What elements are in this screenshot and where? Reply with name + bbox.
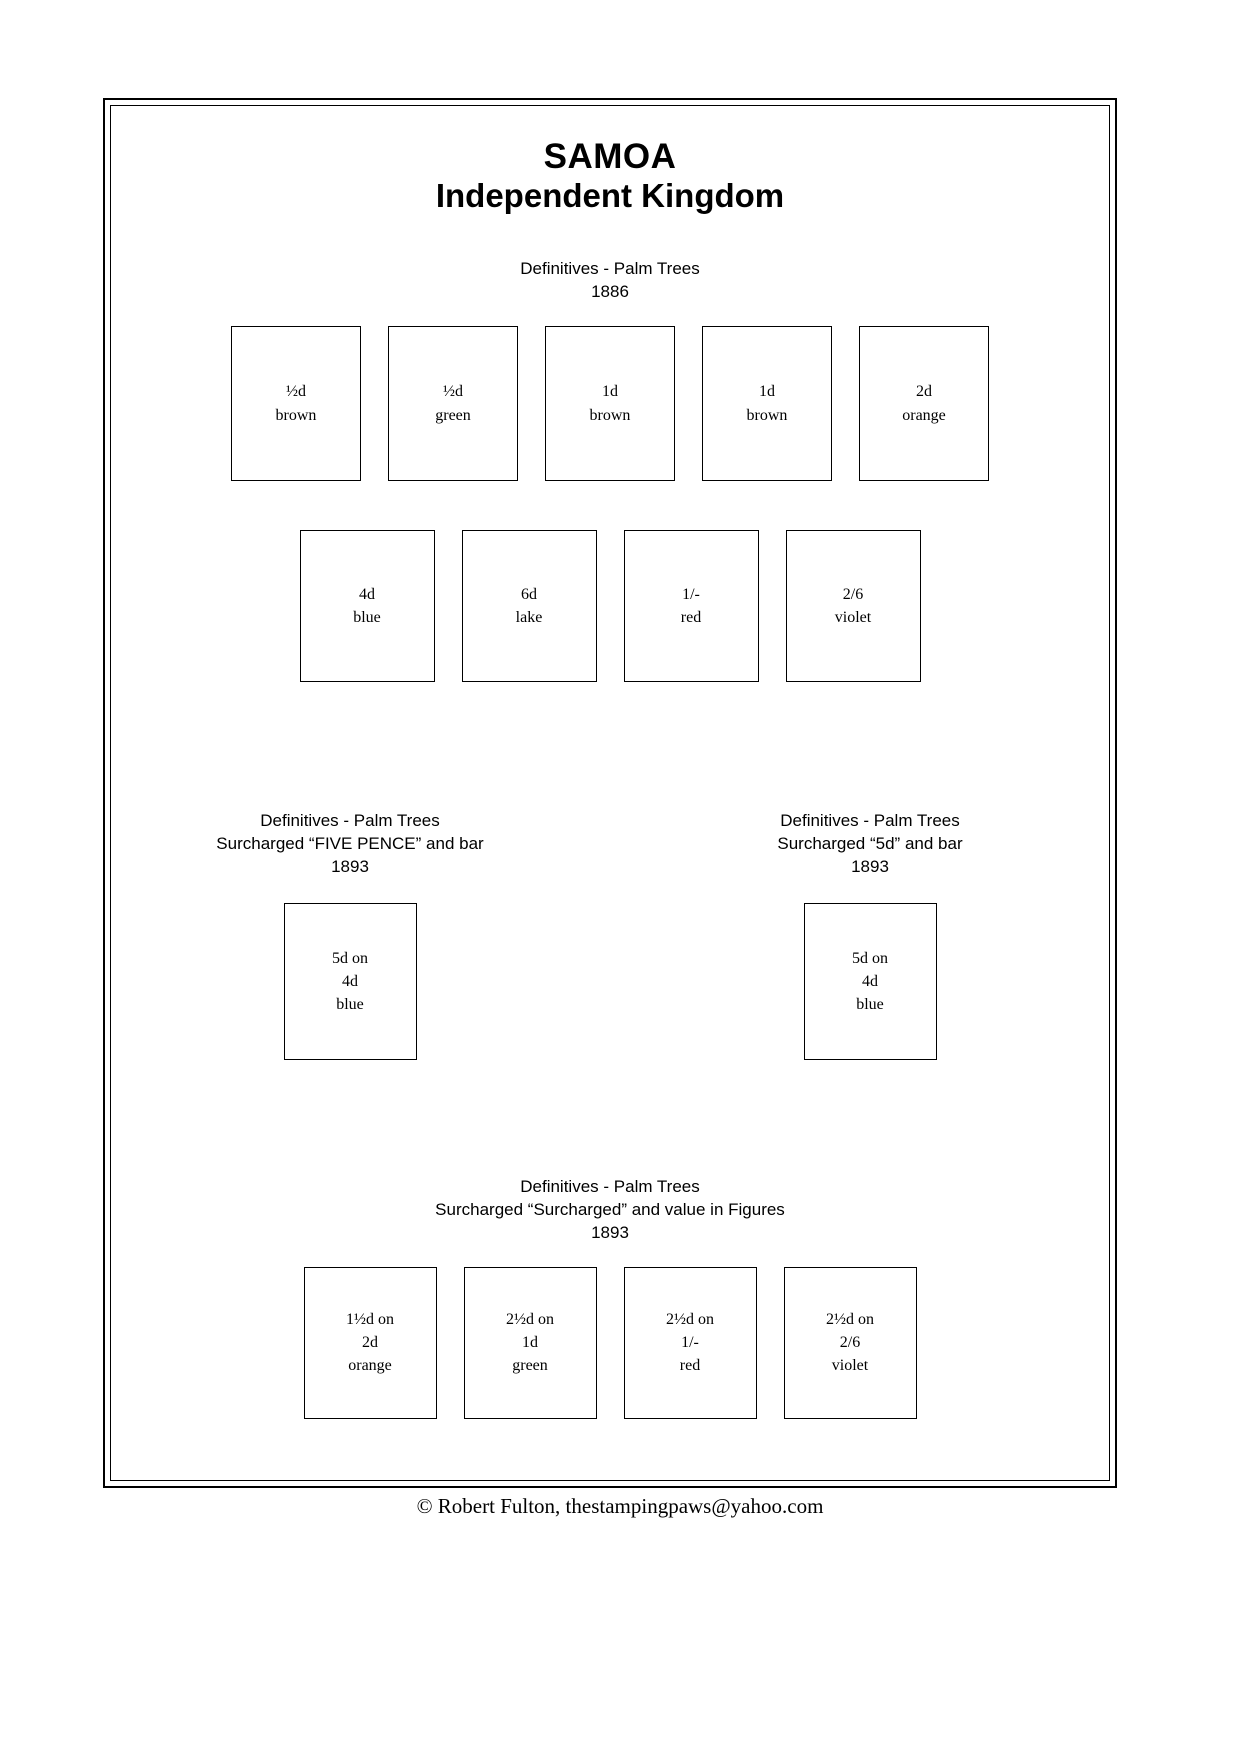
- stamp-line: 1½d on: [346, 1310, 394, 1328]
- stamp-line: brown: [275, 406, 317, 424]
- section-3-heading-line-1: Definitives - Palm Trees: [520, 1176, 700, 1196]
- section-2-column-left: [185, 810, 515, 1060]
- stamp-slot[interactable]: [545, 326, 675, 481]
- stamp-line: violet: [831, 1357, 869, 1375]
- stamp-slot[interactable]: [231, 326, 361, 481]
- stamp-line: 2d: [916, 383, 932, 401]
- stamp-line: ½d: [443, 383, 463, 401]
- section-1-heading-line-1: Definitives - Palm Trees: [520, 259, 700, 279]
- stamp-slot[interactable]: [300, 530, 435, 682]
- album-page-border: [103, 98, 1117, 1488]
- stamp-line: 2/6: [839, 1334, 861, 1352]
- stamp-line: 1d: [602, 383, 618, 401]
- stamp-line: red: [680, 609, 702, 627]
- stamp-line: violet: [834, 609, 872, 627]
- section-2-left-heading-line-1: Definitives - Palm Trees: [260, 811, 440, 831]
- stamp-slot[interactable]: [784, 1267, 917, 1419]
- stamp-line: blue: [856, 996, 884, 1014]
- stamp-line: 4d: [342, 972, 358, 990]
- stamp-line: green: [512, 1357, 548, 1375]
- stamp-line: 6d: [521, 585, 537, 603]
- section-1-heading: [111, 258, 1109, 304]
- stamp-line: blue: [353, 609, 381, 627]
- stamp-line: green: [435, 406, 471, 424]
- stamp-slot[interactable]: [284, 903, 417, 1060]
- album-page-inner-border: [110, 105, 1110, 1481]
- stamp-line: 5d on: [332, 949, 368, 967]
- section-2-left-heading-line-2: Surcharged “FIVE PENCE” and bar: [216, 834, 484, 854]
- stamp-slot[interactable]: [624, 1267, 757, 1419]
- stamp-slot[interactable]: [804, 903, 937, 1060]
- stamp-line: orange: [348, 1357, 392, 1375]
- stamp-line: 4d: [359, 585, 375, 603]
- stamp-line: brown: [746, 406, 788, 424]
- stamp-slot[interactable]: [304, 1267, 437, 1419]
- section-2-right-heading-line-2: Surcharged “5d” and bar: [777, 834, 963, 854]
- section-2: [111, 810, 1109, 1060]
- section-3-heading-line-3: 1893: [591, 1222, 629, 1242]
- section-2-right-heading-line-1: Definitives - Palm Trees: [780, 811, 960, 831]
- stamp-slot[interactable]: [702, 326, 832, 481]
- stamp-slot[interactable]: [462, 530, 597, 682]
- stamp-line: 2d: [362, 1334, 378, 1352]
- stamp-line: red: [679, 1357, 701, 1375]
- stamp-slot[interactable]: [624, 530, 759, 682]
- stamp-row: [111, 326, 1109, 481]
- country-subtitle: Independent Kingdom: [435, 177, 785, 215]
- stamp-row: [111, 530, 1109, 682]
- stamp-row: [111, 1267, 1109, 1419]
- section-2-column-right: [705, 810, 1035, 1060]
- section-2-right-heading-line-3: 1893: [851, 856, 889, 876]
- stamp-line: 1/-: [681, 1334, 699, 1352]
- stamp-slot[interactable]: [388, 326, 518, 481]
- stamp-slot[interactable]: [859, 326, 989, 481]
- stamp-line: 4d: [862, 972, 878, 990]
- stamp-line: 1d: [522, 1334, 538, 1352]
- page-title: [111, 136, 1109, 216]
- stamp-line: brown: [589, 406, 631, 424]
- stamp-line: 2½d on: [826, 1310, 874, 1328]
- section-2-left-heading-line-3: 1893: [331, 856, 369, 876]
- stamp-line: 1/-: [682, 585, 700, 603]
- section-1-heading-line-2: 1886: [591, 282, 629, 302]
- section-2-right-heading: [777, 810, 962, 879]
- section-3-heading: [111, 1176, 1109, 1245]
- stamp-line: blue: [336, 996, 364, 1014]
- stamp-slot[interactable]: [786, 530, 921, 682]
- stamp-line: 2/6: [842, 585, 864, 603]
- stamp-line: 1d: [759, 383, 775, 401]
- section-2-left-heading: [216, 810, 483, 879]
- stamp-line: lake: [515, 609, 543, 627]
- stamp-line: 2½d on: [506, 1310, 554, 1328]
- copyright-footer: © Robert Fulton, thestampingpaws@yahoo.com: [416, 1494, 824, 1518]
- section-3-heading-line-2: Surcharged “Surcharged” and value in Figures: [435, 1199, 785, 1219]
- stamp-slot[interactable]: [464, 1267, 597, 1419]
- stamp-line: ½d: [286, 383, 306, 401]
- stamp-line: 5d on: [852, 949, 888, 967]
- stamp-line: orange: [902, 406, 946, 424]
- stamp-line: 2½d on: [666, 1310, 714, 1328]
- country-title: SAMOA: [543, 137, 677, 176]
